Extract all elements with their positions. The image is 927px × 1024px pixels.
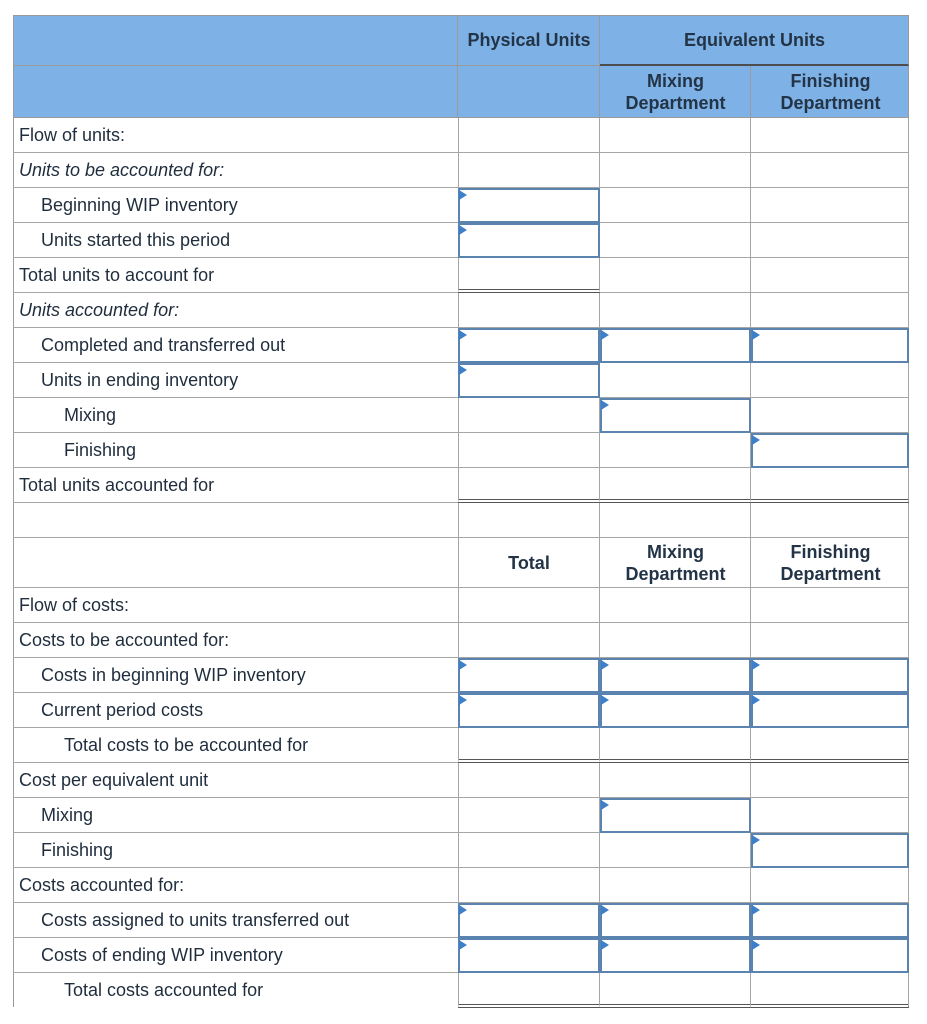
cost-header-total: Total xyxy=(508,553,550,573)
completed-physical-input[interactable] xyxy=(458,328,600,363)
header-equivalent-units: Equivalent Units xyxy=(683,30,826,50)
total-units-accounted-mixing xyxy=(600,468,751,503)
table-row xyxy=(13,973,909,1008)
costs-accounted-for-label: Costs accounted for: xyxy=(19,875,185,895)
costs-ending-wip-finishing-input[interactable] xyxy=(751,938,909,973)
table-row xyxy=(13,433,909,468)
costs-transferred-total-input[interactable] xyxy=(458,903,600,938)
table-row xyxy=(13,468,909,503)
cost-per-unit-finishing-input[interactable] xyxy=(751,833,909,868)
units-started-label: Units started this period xyxy=(41,230,231,250)
table-row xyxy=(13,118,909,153)
costs-ending-wip-label: Costs of ending WIP inventory xyxy=(41,945,283,965)
costs-beginning-wip-mixing-input[interactable] xyxy=(600,658,751,693)
cost-per-equivalent-unit-label: Cost per equivalent unit xyxy=(19,770,209,790)
cost-per-unit-mixing-input[interactable] xyxy=(600,798,751,833)
header-mixing-department: Mixing Department xyxy=(625,71,726,113)
total-units-to-account-label: Total units to account for xyxy=(19,265,215,285)
total-costs-to-be-accounted-finishing xyxy=(751,728,909,763)
cost-header-mixing-department: Mixing Department xyxy=(625,542,726,584)
table-row xyxy=(13,153,909,188)
total-costs-accounted-label: Total costs accounted for xyxy=(64,980,264,1000)
total-costs-accounted-mixing xyxy=(600,973,751,1008)
costs-ending-wip-mixing-input[interactable] xyxy=(600,938,751,973)
table-row xyxy=(13,188,909,223)
table-row xyxy=(13,658,909,693)
costs-beginning-wip-label: Costs in beginning WIP inventory xyxy=(41,665,306,685)
table-row xyxy=(13,833,909,868)
process-costing-worksheet xyxy=(13,15,909,1007)
costs-transferred-mixing-input[interactable] xyxy=(600,903,751,938)
table-row xyxy=(13,293,909,328)
units-started-physical-input[interactable] xyxy=(458,223,600,258)
units-accounted-for-label: Units accounted for: xyxy=(19,300,180,320)
total-costs-to-be-accounted-total xyxy=(458,728,600,763)
flow-of-costs-label: Flow of costs: xyxy=(19,595,130,615)
units-to-be-accounted-label: Units to be accounted for: xyxy=(19,160,225,180)
spacer-row xyxy=(13,503,909,538)
table-row xyxy=(13,693,909,728)
table-row xyxy=(13,328,909,363)
costs-assigned-transferred-label: Costs assigned to units transferred out xyxy=(41,910,350,930)
total-units-accounted-physical xyxy=(458,468,600,503)
costs-ending-wip-total-input[interactable] xyxy=(458,938,600,973)
units-ending-inventory-label: Units in ending inventory xyxy=(41,370,239,390)
table-row xyxy=(13,258,909,293)
header-physical-units-blank xyxy=(458,66,600,118)
ending-finishing-label: Finishing xyxy=(64,440,137,460)
cost-header-row xyxy=(13,538,909,588)
cost-per-unit-finishing-label: Finishing xyxy=(41,840,114,860)
table-row xyxy=(13,623,909,658)
current-period-costs-mixing-input[interactable] xyxy=(600,693,751,728)
cost-header-finishing-department: Finishing Department xyxy=(780,542,881,584)
table-row xyxy=(13,798,909,833)
table-row xyxy=(13,903,909,938)
completed-finishing-input[interactable] xyxy=(751,328,909,363)
costs-beginning-wip-total-input[interactable] xyxy=(458,658,600,693)
table-row xyxy=(13,223,909,258)
total-units-accounted-label: Total units accounted for xyxy=(19,475,215,495)
costs-beginning-wip-finishing-input[interactable] xyxy=(751,658,909,693)
current-period-costs-total-input[interactable] xyxy=(458,693,600,728)
table-row xyxy=(13,868,909,903)
cost-per-unit-mixing-label: Mixing xyxy=(41,805,94,825)
total-units-to-account-physical xyxy=(458,258,600,293)
beginning-wip-label: Beginning WIP inventory xyxy=(41,195,238,215)
total-costs-accounted-finishing xyxy=(751,973,909,1008)
total-costs-accounted-total xyxy=(458,973,600,1008)
table-row xyxy=(13,588,909,623)
header-blank-bottom xyxy=(13,66,458,118)
ending-mixing-label: Mixing xyxy=(64,405,117,425)
table-row xyxy=(13,398,909,433)
header-physical-units: Physical Units xyxy=(467,30,591,50)
total-costs-to-be-accounted-label: Total costs to be accounted for xyxy=(64,735,309,755)
table-row xyxy=(13,938,909,973)
costs-transferred-finishing-input[interactable] xyxy=(751,903,909,938)
ending-inventory-physical-input[interactable] xyxy=(458,363,600,398)
flow-of-units-label: Flow of units: xyxy=(19,125,126,145)
table-row xyxy=(13,363,909,398)
table-row xyxy=(13,728,909,763)
completed-mixing-input[interactable] xyxy=(600,328,751,363)
beginning-wip-physical-input[interactable] xyxy=(458,188,600,223)
header-finishing-department: Finishing Department xyxy=(780,71,881,113)
table-row xyxy=(13,763,909,798)
header-blank-top xyxy=(13,15,458,66)
current-period-costs-finishing-input[interactable] xyxy=(751,693,909,728)
current-period-costs-label: Current period costs xyxy=(41,700,204,720)
completed-transferred-label: Completed and transferred out xyxy=(41,335,286,355)
ending-finishing-equivalent-input[interactable] xyxy=(751,433,909,468)
total-units-accounted-finishing xyxy=(751,468,909,503)
ending-mixing-equivalent-input[interactable] xyxy=(600,398,751,433)
total-costs-to-be-accounted-mixing xyxy=(600,728,751,763)
costs-to-be-accounted-label: Costs to be accounted for: xyxy=(19,630,230,650)
